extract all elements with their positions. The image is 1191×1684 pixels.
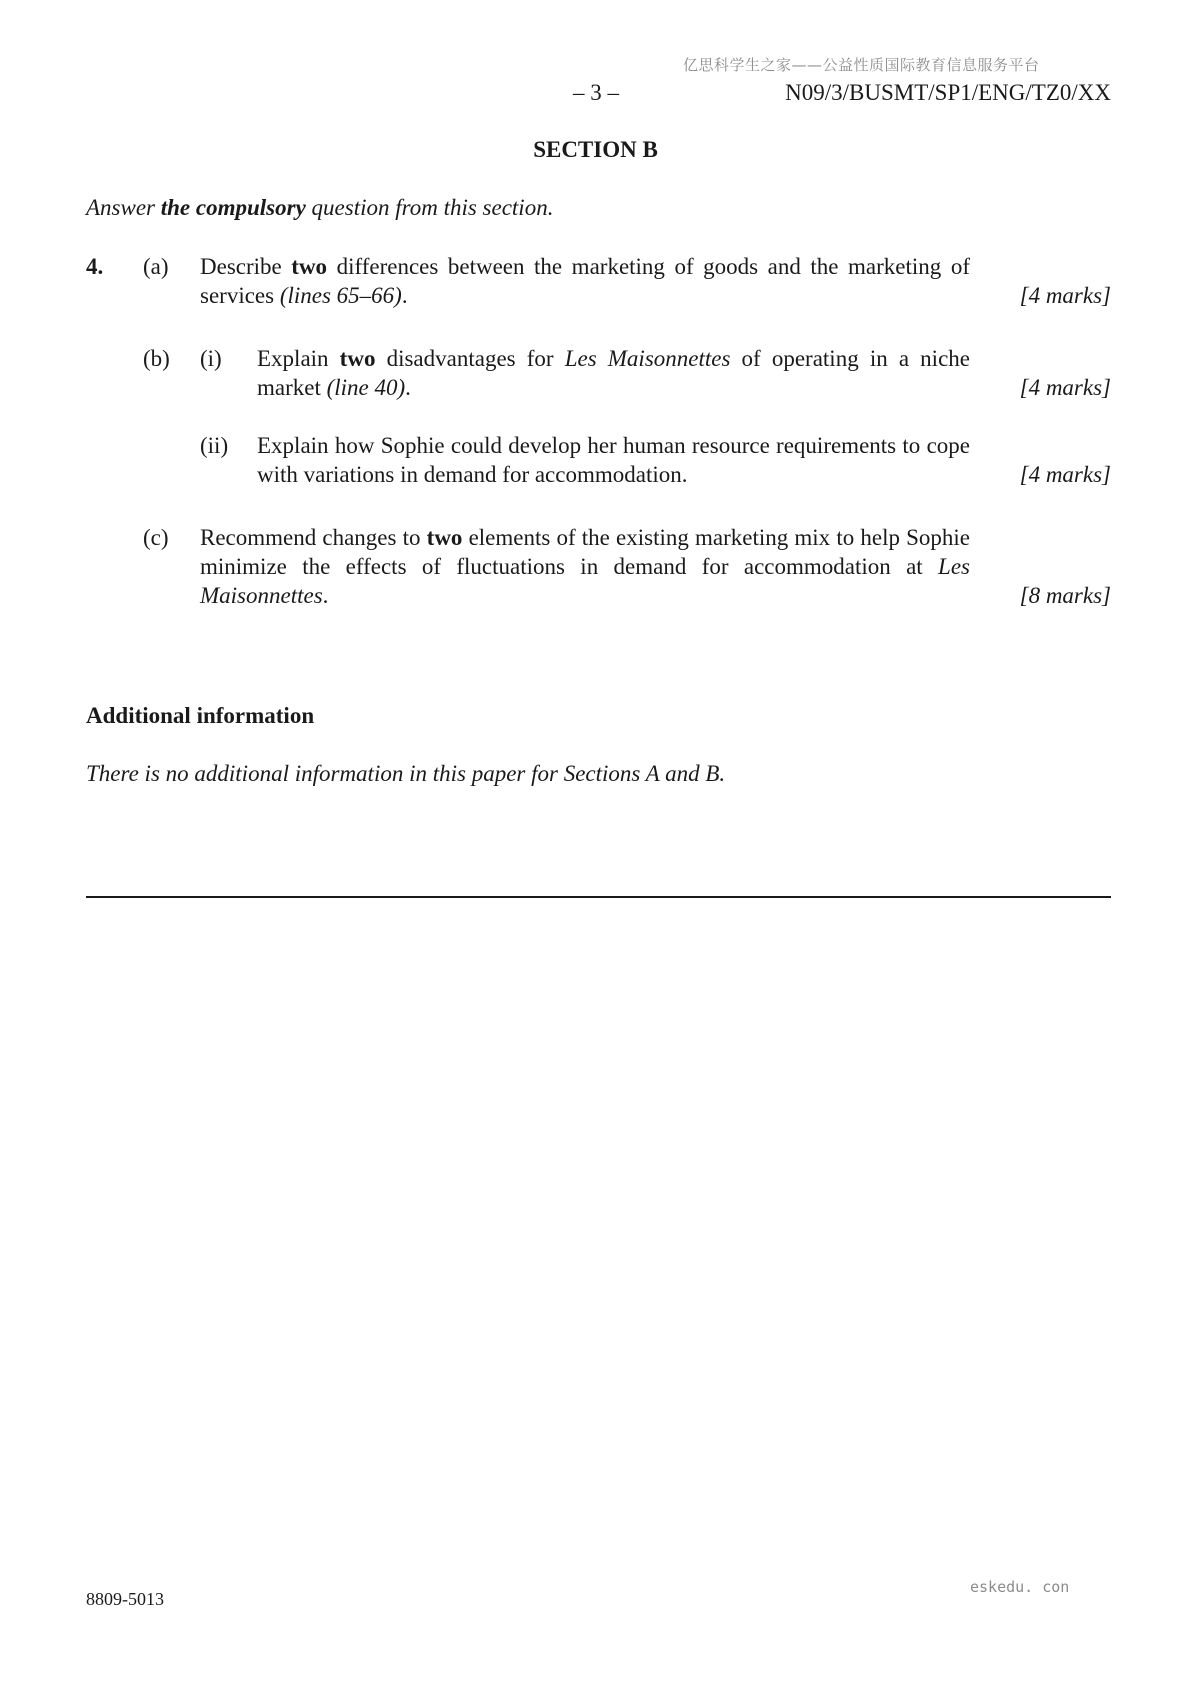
italic-run: (line 40) <box>326 375 406 400</box>
page-number: – 3 – <box>573 80 619 105</box>
part-c-text <box>200 523 970 610</box>
text-run: . <box>405 375 411 400</box>
part-b-i-label: (i) <box>200 346 222 371</box>
watermark-footer: eskedu. con <box>970 1578 1070 1596</box>
text-run: Recommend changes to <box>200 525 427 550</box>
part-b-ii-text: Explain how Sophie could develop her human resource requirements to cope with variations in demand for accommodation. <box>257 433 970 487</box>
watermark-header: 亿思科学生之家——公益性质国际教育信息服务平台 <box>683 56 1040 74</box>
part-a-text <box>200 252 970 310</box>
instruction-text-end: question from this section. <box>305 195 554 220</box>
part-b-i-marks: [4 marks] <box>1019 375 1111 400</box>
text-run: differences between the marketing of goods and the marketing of services <box>200 254 970 308</box>
footer-code: 8809-5013 <box>86 1589 164 1609</box>
instruction-emphasis: the compulsory <box>160 195 306 220</box>
section-title: SECTION B <box>533 137 658 162</box>
part-c-label: (c) <box>143 525 169 550</box>
horizontal-rule <box>86 896 1111 898</box>
text-run: elements of the existing marketing mix to help Sophie minimize the effects of fluctuations in demand for accommodation at <box>200 525 970 579</box>
question-number: 4. <box>86 254 104 279</box>
text-run: . <box>401 283 408 308</box>
text-run: of operating in a niche market <box>257 346 970 400</box>
bold-run: two <box>339 346 376 371</box>
italic-run: (lines 65–66) <box>279 283 402 308</box>
additional-info-heading: Additional information <box>86 703 315 728</box>
italic-run: Les Maisonnettes <box>200 554 970 608</box>
text-run: disadvantages for <box>375 346 565 371</box>
part-b-i-text <box>257 344 970 402</box>
instruction-text: Answer <box>86 195 161 220</box>
italic-run: Les Maisonnettes <box>564 346 731 371</box>
bold-run: two <box>426 525 463 550</box>
paper-code: N09/3/BUSMT/SP1/ENG/TZ0/XX <box>785 80 1111 105</box>
part-c-marks: [8 marks] <box>1019 583 1111 608</box>
part-a-label: (a) <box>143 254 169 279</box>
part-b-ii-marks: [4 marks] <box>1019 462 1111 487</box>
part-b-ii-label: (ii) <box>200 433 229 458</box>
section-instruction <box>86 195 553 221</box>
text-run: Describe <box>200 254 292 279</box>
text-run: Explain <box>257 346 340 371</box>
part-b-label: (b) <box>143 346 170 371</box>
part-a-marks: [4 marks] <box>1019 283 1111 308</box>
text-run: . <box>322 583 329 608</box>
additional-info-text: There is no additional information in this paper for Sections A and B. <box>86 761 726 786</box>
bold-run: two <box>291 254 328 279</box>
